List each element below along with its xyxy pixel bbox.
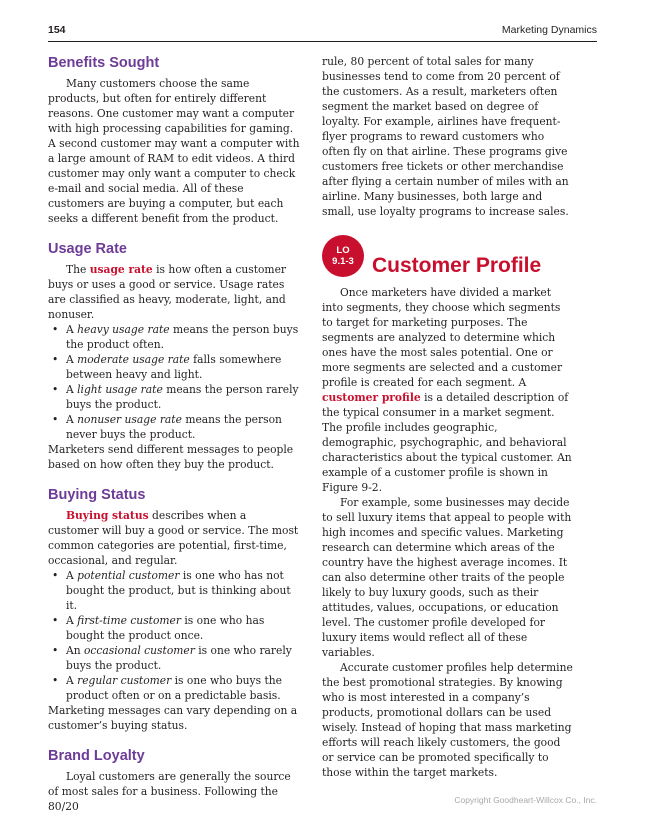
customer-profile-heading-row	[322, 235, 574, 283]
buying-list	[48, 568, 300, 703]
list-item: • A potential customer is one who has not bought the product, but is thinking about it.	[48, 568, 300, 613]
left-column	[48, 54, 300, 814]
page-number: 154	[48, 24, 66, 36]
buying-status-key-term: Buying status	[66, 509, 149, 522]
list-item: • An occasional customer is one who rarely buys the product.	[48, 643, 300, 673]
list-item: • A nonuser usage rate means the person never buys the product.	[48, 412, 300, 442]
buying-closing: Marketing messages can vary depending on a customer’s buying status.	[48, 704, 298, 732]
usage-list	[48, 322, 300, 442]
usage-intro: The usage rate is how often a customer buys or uses a good or service. Usage rates are classified as heavy, moderate, light, and nonuser.	[48, 263, 287, 321]
customer-profile-heading: Customer Profile	[372, 254, 542, 277]
loyalty-heading: Brand Loyalty	[48, 748, 145, 764]
list-item: • A light usage rate means the person rarely buys the product.	[48, 382, 300, 412]
list-item: • A first-time customer is one who has bought the product once.	[48, 613, 300, 643]
benefits-paragraph: Many customers choose the same products, but often for entirely different reasons. One customer may want a computer with high processing capabilities for gaming. A second customer may want a computer with a large amount of RAM to edit videos. A third customer may only want a computer to check e-mail and social media. All of these customers are buying a computer, but each seeks a different benefit from the product.	[48, 77, 300, 225]
learning-objective-badge: LO 9.1-3	[322, 235, 364, 277]
running-header-title: Marketing Dynamics	[501, 24, 597, 36]
benefits-heading: Benefits Sought	[48, 55, 160, 71]
loyalty-paragraph-continued: rule, 80 percent of total sales for many businesses tend to come from 20 percent of the customers. As a result, marketers often segment the market based on degree of loyalty. For example, airlines have frequent-flyer programs to reward customers who often fly on that airline. These programs give customers free tickets or other merchandise after flying a certain number of miles with an airline. Many businesses, both large and small, use loyalty programs to increase sales.	[322, 55, 569, 218]
copyright-footer: Copyright Goodheart-Willcox Co., Inc.	[454, 795, 597, 805]
usage-heading: Usage Rate	[48, 241, 127, 257]
buying-heading: Buying Status	[48, 487, 146, 503]
list-item: • A heavy usage rate means the person buys the product often.	[48, 322, 300, 352]
profile-paragraph-1: Once marketers have divided a market into segments, they choose which segments to target for marketing purposes. The segments are analyzed to determine which ones have the most sales potential. One or more segments are selected and a customer profile is created for each segment. A customer profile is a detailed description of the typical consumer in a market segment. The profile includes geographic, demographic, psychographic, and behavioral characteristics about the typical customer. An example of a customer profile is shown in Figure 9-2.	[322, 286, 572, 494]
profile-paragraph-3: Accurate customer profiles help determine the best promotional strategies. By knowing who is most interested in a company’s products, promotional dollars can be used wisely. Instead of hoping that mass marketing efforts will reach likely customers, the good or service can be promoted specifically to those within the target markets.	[322, 661, 573, 779]
header-rule	[48, 41, 597, 42]
usage-rate-key-term: usage rate	[89, 263, 153, 276]
list-item: • A regular customer is one who buys the product often or on a predictable basis.	[48, 673, 300, 703]
customer-profile-key-term: customer profile	[322, 391, 421, 404]
usage-closing: Marketers send different messages to people based on how often they buy the product.	[48, 443, 294, 471]
buying-intro: Buying status describes when a customer will buy a good or service. The most common categories are potential, first-time, occasional, and regular.	[48, 509, 299, 567]
right-column	[322, 54, 574, 780]
loyalty-paragraph-start: Loyal customers are generally the source of most sales for a business. Following the 80/20	[48, 770, 291, 813]
list-item: • A moderate usage rate falls somewhere between heavy and light.	[48, 352, 300, 382]
profile-paragraph-2: For example, some businesses may decide to sell luxury items that appeal to people with high incomes and specific values. Marketing research can determine which areas of the country have the highest average incomes. It can also determine other traits of the people likely to buy luxury goods, such as their attitudes, values, occupations, or education level. The customer profile developed for luxury items would reflect all of these variables.	[322, 496, 572, 659]
